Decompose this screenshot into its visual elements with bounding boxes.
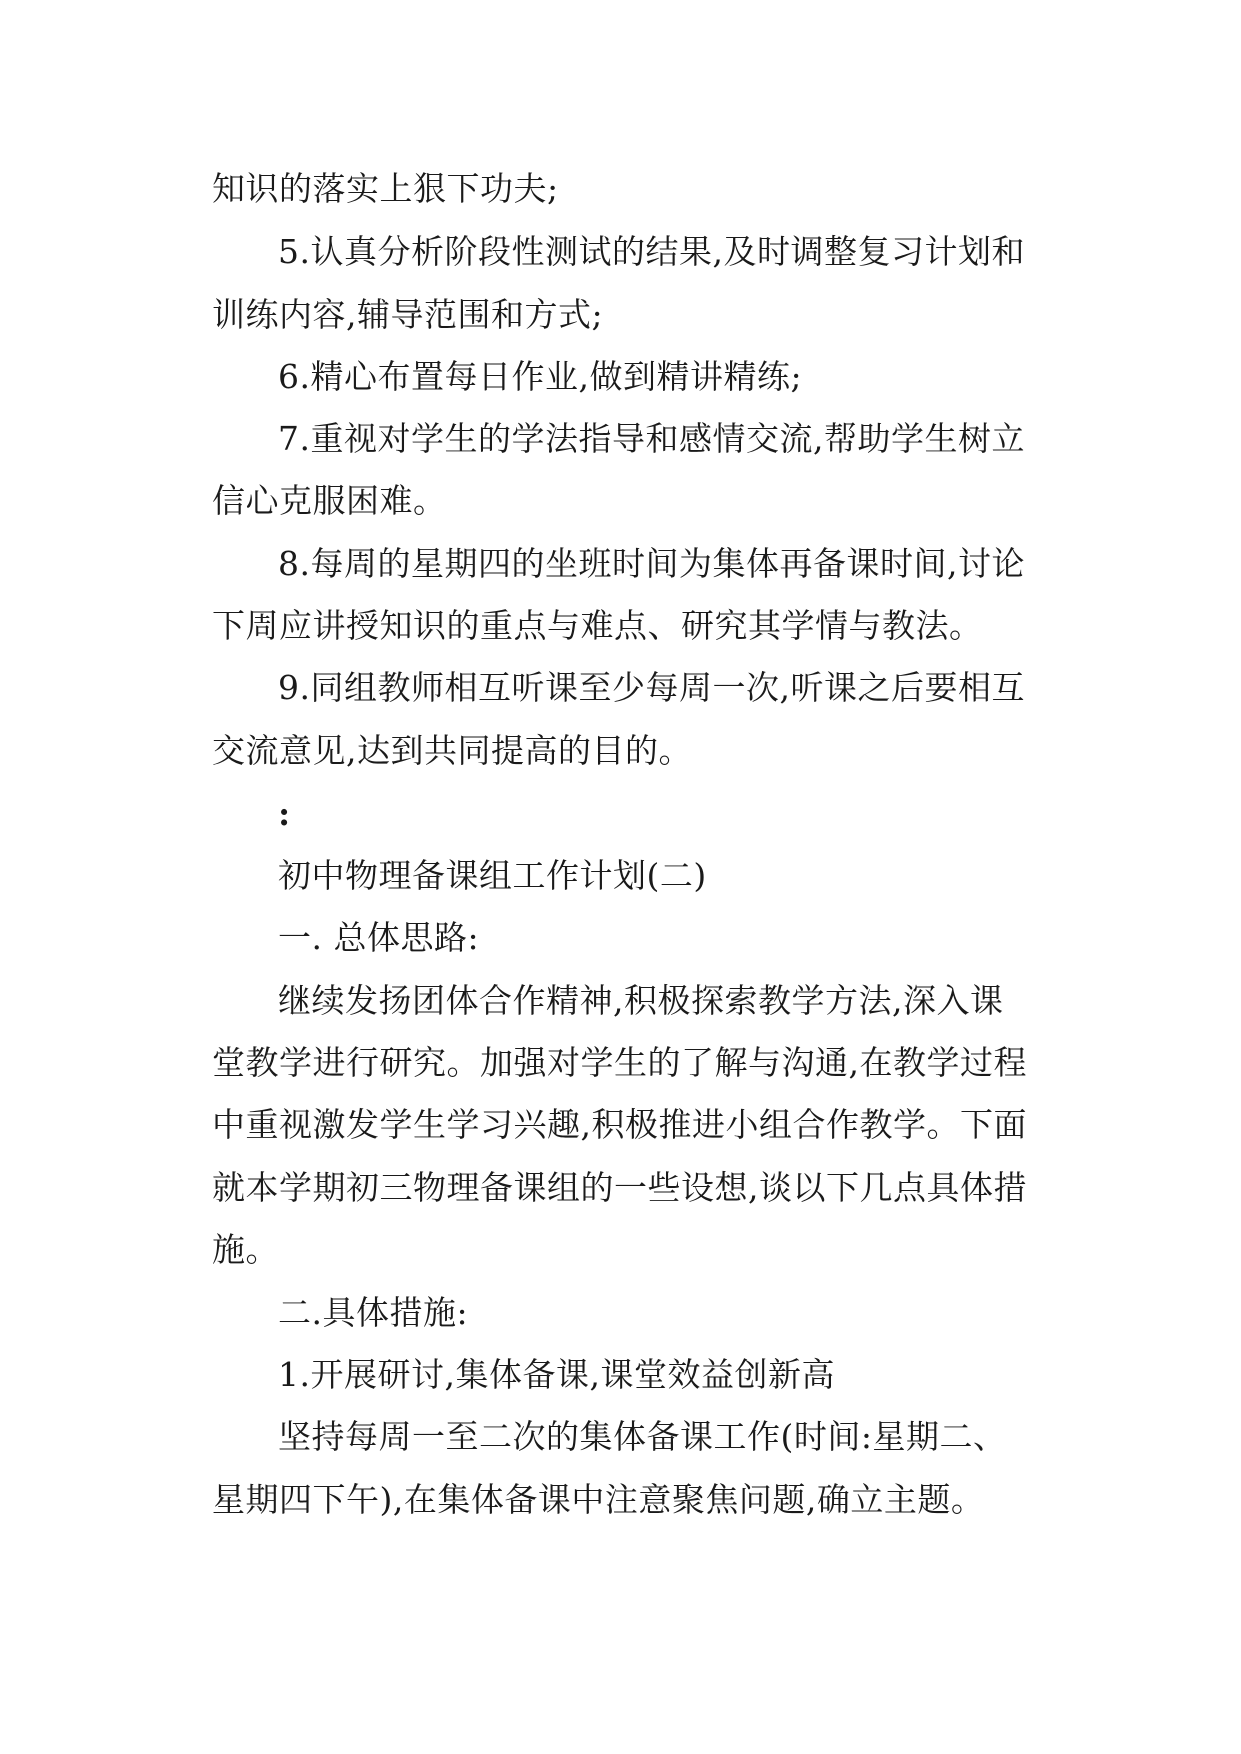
text-line: 堂教学进行研究。加强对学生的了解与沟通,在教学过程 [212, 1043, 1027, 1082]
text-line: 6.精心布置每日作业,做到精讲精练; [278, 357, 803, 396]
section-heading: 二.具体措施: [278, 1293, 469, 1332]
text-line: 坚持每周一至二次的集体备课工作(时间:星期二、 [278, 1417, 1007, 1456]
section-heading: 一. 总体思路: [278, 918, 480, 957]
colon-line: : [278, 794, 291, 833]
section-title: 初中物理备课组工作计划(二) [278, 856, 707, 895]
text-line: 中重视激发学生学习兴趣,积极推进小组合作教学。下面 [212, 1105, 1027, 1144]
text-line: 1.开展研讨,集体备课,课堂效益创新高 [278, 1355, 835, 1394]
text-line: 交流意见,达到共同提高的目的。 [212, 731, 692, 770]
text-line: 继续发扬团体合作精神,积极探索教学方法,深入课 [278, 981, 1004, 1020]
text-line: 5.认真分析阶段性测试的结果,及时调整复习计划和 [278, 232, 1025, 271]
text-line: 9.同组教师相互听课至少每周一次,听课之后要相互 [278, 668, 1025, 707]
text-line: 知识的落实上狠下功夫; [212, 169, 559, 208]
text-line: 7.重视对学生的学法指导和感情交流,帮助学生树立 [278, 419, 1025, 458]
text-line: 8.每周的星期四的坐班时间为集体再备课时间,讨论 [278, 544, 1025, 583]
document-body [212, 156, 1038, 1532]
text-line: 星期四下午),在集体备课中注意聚焦问题,确立主题。 [212, 1480, 985, 1519]
text-line: 就本学期初三物理备课组的一些设想,谈以下几点具体措 [212, 1168, 1027, 1207]
text-line: 训练内容,辅导范围和方式; [212, 295, 604, 334]
text-line: 信心克服困难。 [212, 481, 447, 520]
text-line: 施。 [212, 1230, 279, 1269]
text-line: 下周应讲授知识的重点与难点、研究其学情与教法。 [212, 606, 983, 645]
